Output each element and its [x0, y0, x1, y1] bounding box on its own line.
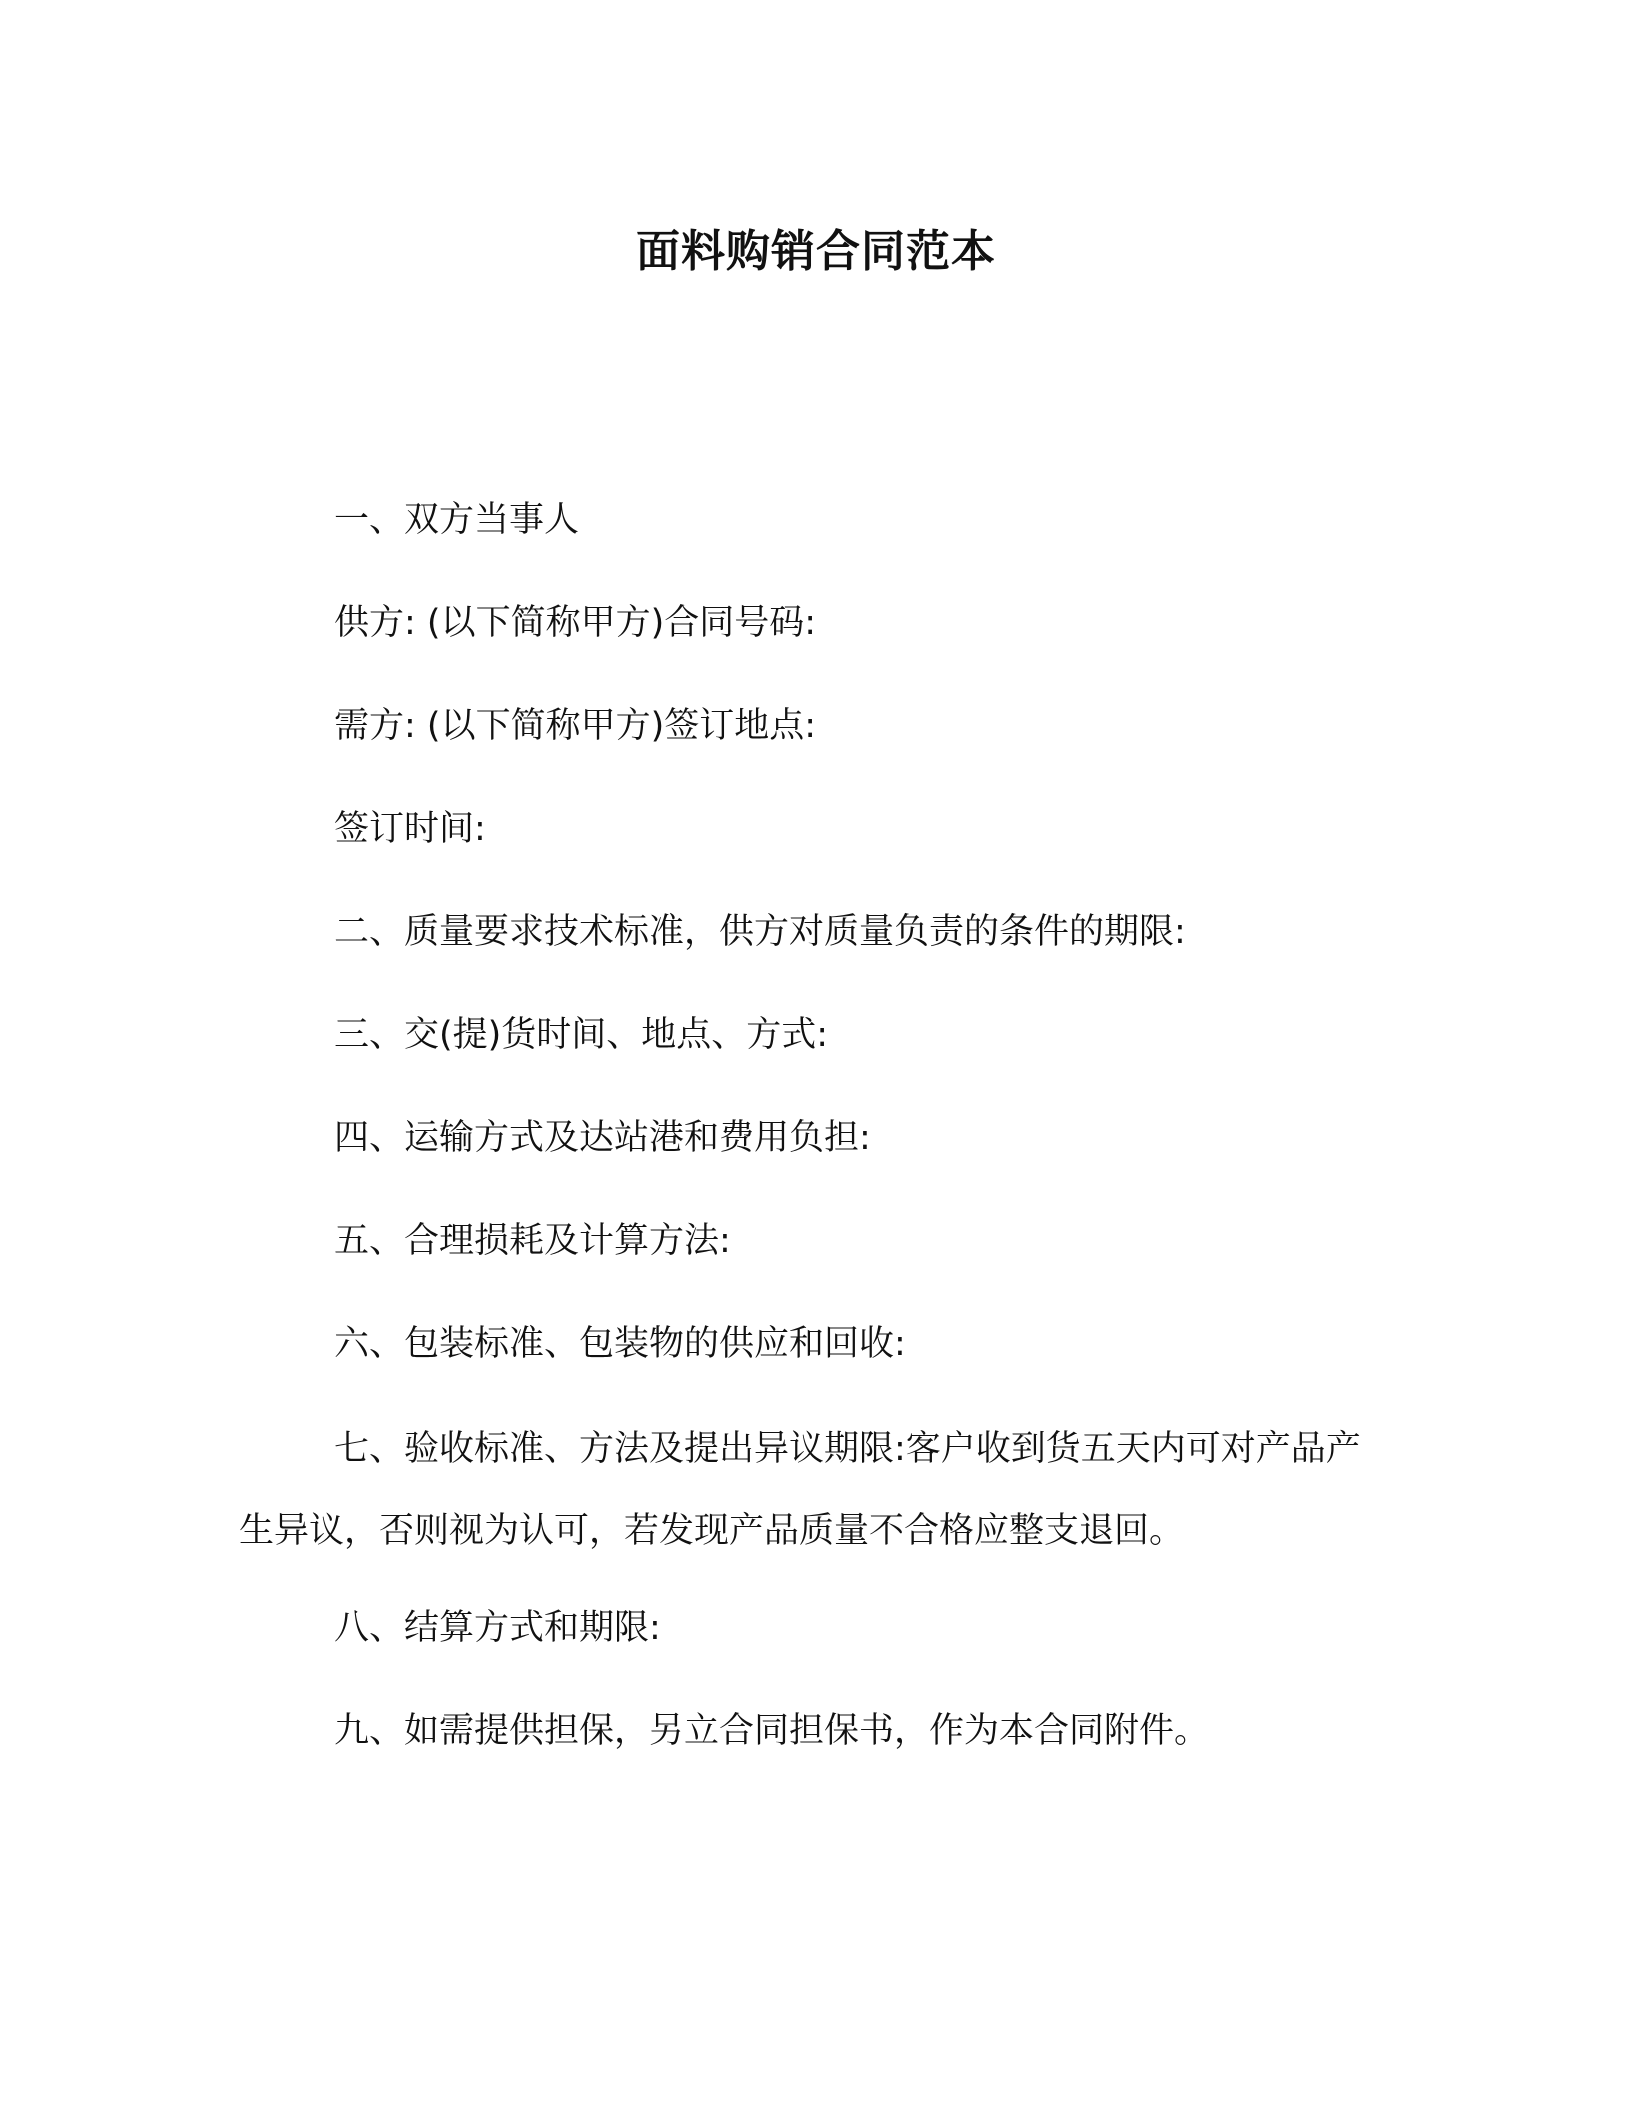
sign-time-line: 签订时间:: [334, 809, 486, 849]
section-guarantee: 九、如需提供担保，另立合同担保书，作为本合同附件。: [334, 1711, 1210, 1751]
page-title: 面料购销合同范本: [636, 226, 996, 277]
section-loss: 五、合理损耗及计算方法:: [334, 1221, 731, 1261]
section-packaging: 六、包装标准、包装物的供应和回收:: [334, 1324, 906, 1364]
section-acceptance: 七、验收标准、方法及提出异议期限:客户收到货五天内可对产品产生异议，否则视为认可，若发现产品质量不合格应整支退回。: [239, 1429, 1361, 1551]
supplier-line: 供方: (以下简称甲方)合同号码:: [334, 603, 817, 643]
section-transport: 四、运输方式及达站港和费用负担:: [334, 1118, 871, 1158]
section-quality: 二、质量要求技术标准，供方对质量负责的条件的期限:: [334, 912, 1186, 952]
section-delivery: 三、交(提)货时间、地点、方式:: [334, 1015, 829, 1055]
section-settlement: 八、结算方式和期限:: [334, 1608, 661, 1648]
buyer-line: 需方: (以下简称甲方)签订地点:: [334, 706, 817, 746]
section-parties: 一、双方当事人: [334, 500, 580, 540]
